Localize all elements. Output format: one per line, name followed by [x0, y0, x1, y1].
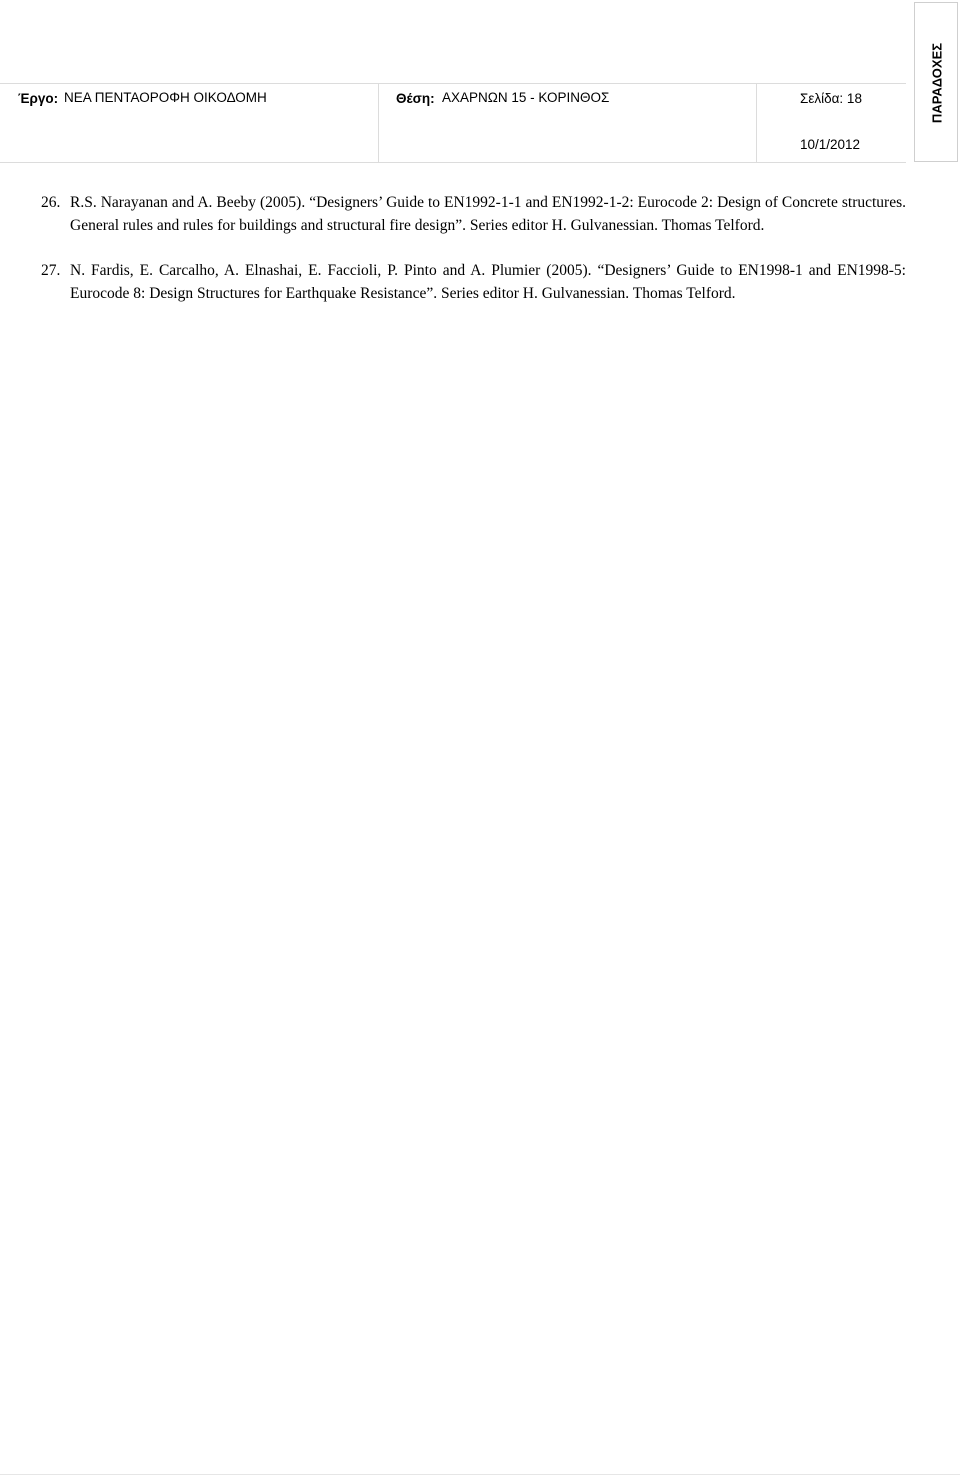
footer-divider: [0, 1474, 960, 1475]
reference-text: R.S. Narayanan and A. Beeby (2005). “Designers’ Guide to EN1992-1-1 and EN1992-1-2: Eurocode 2: Design of Concrete structures. General rules and rules for buildings and structural fire design”. Series editor H. Gulvanessian. Thomas Telford.: [70, 194, 906, 234]
reference-text: N. Fardis, E. Carcalho, A. Elnashai, E. Faccioli, P. Pinto and A. Plumier (2005). “Designers’ Guide to EN1998-1 and EN1998-5: Eurocode 8: Design Structures for Earthquake Resistance”. Series editor H. Gulvanessian. Thomas Telford.: [70, 262, 906, 302]
page-number: Σελίδα: 18: [800, 91, 862, 106]
header-date: 10/1/2012: [800, 137, 861, 152]
header-divider: [756, 83, 757, 163]
project-label: Έργο:: [18, 91, 59, 106]
project-value: ΝΕΑ ΠΕΝΤΑΟΡΟΦΗ ΟΙΚΟΔΟΜΗ: [64, 90, 267, 105]
reference-item: [41, 192, 906, 237]
location-label: Θέση:: [396, 91, 435, 106]
section-side-tab-label: ΠΑΡΑΔΟΧΕΣ: [929, 42, 945, 124]
location-value: ΑΧΑΡΝΩΝ 15 - ΚΟΡΙΝΘΟΣ: [442, 90, 610, 105]
reference-number: 27.: [41, 262, 61, 279]
reference-number: 26.: [41, 194, 61, 211]
header-divider: [378, 83, 379, 163]
reference-item: [41, 260, 906, 305]
section-side-tab: [914, 2, 958, 162]
